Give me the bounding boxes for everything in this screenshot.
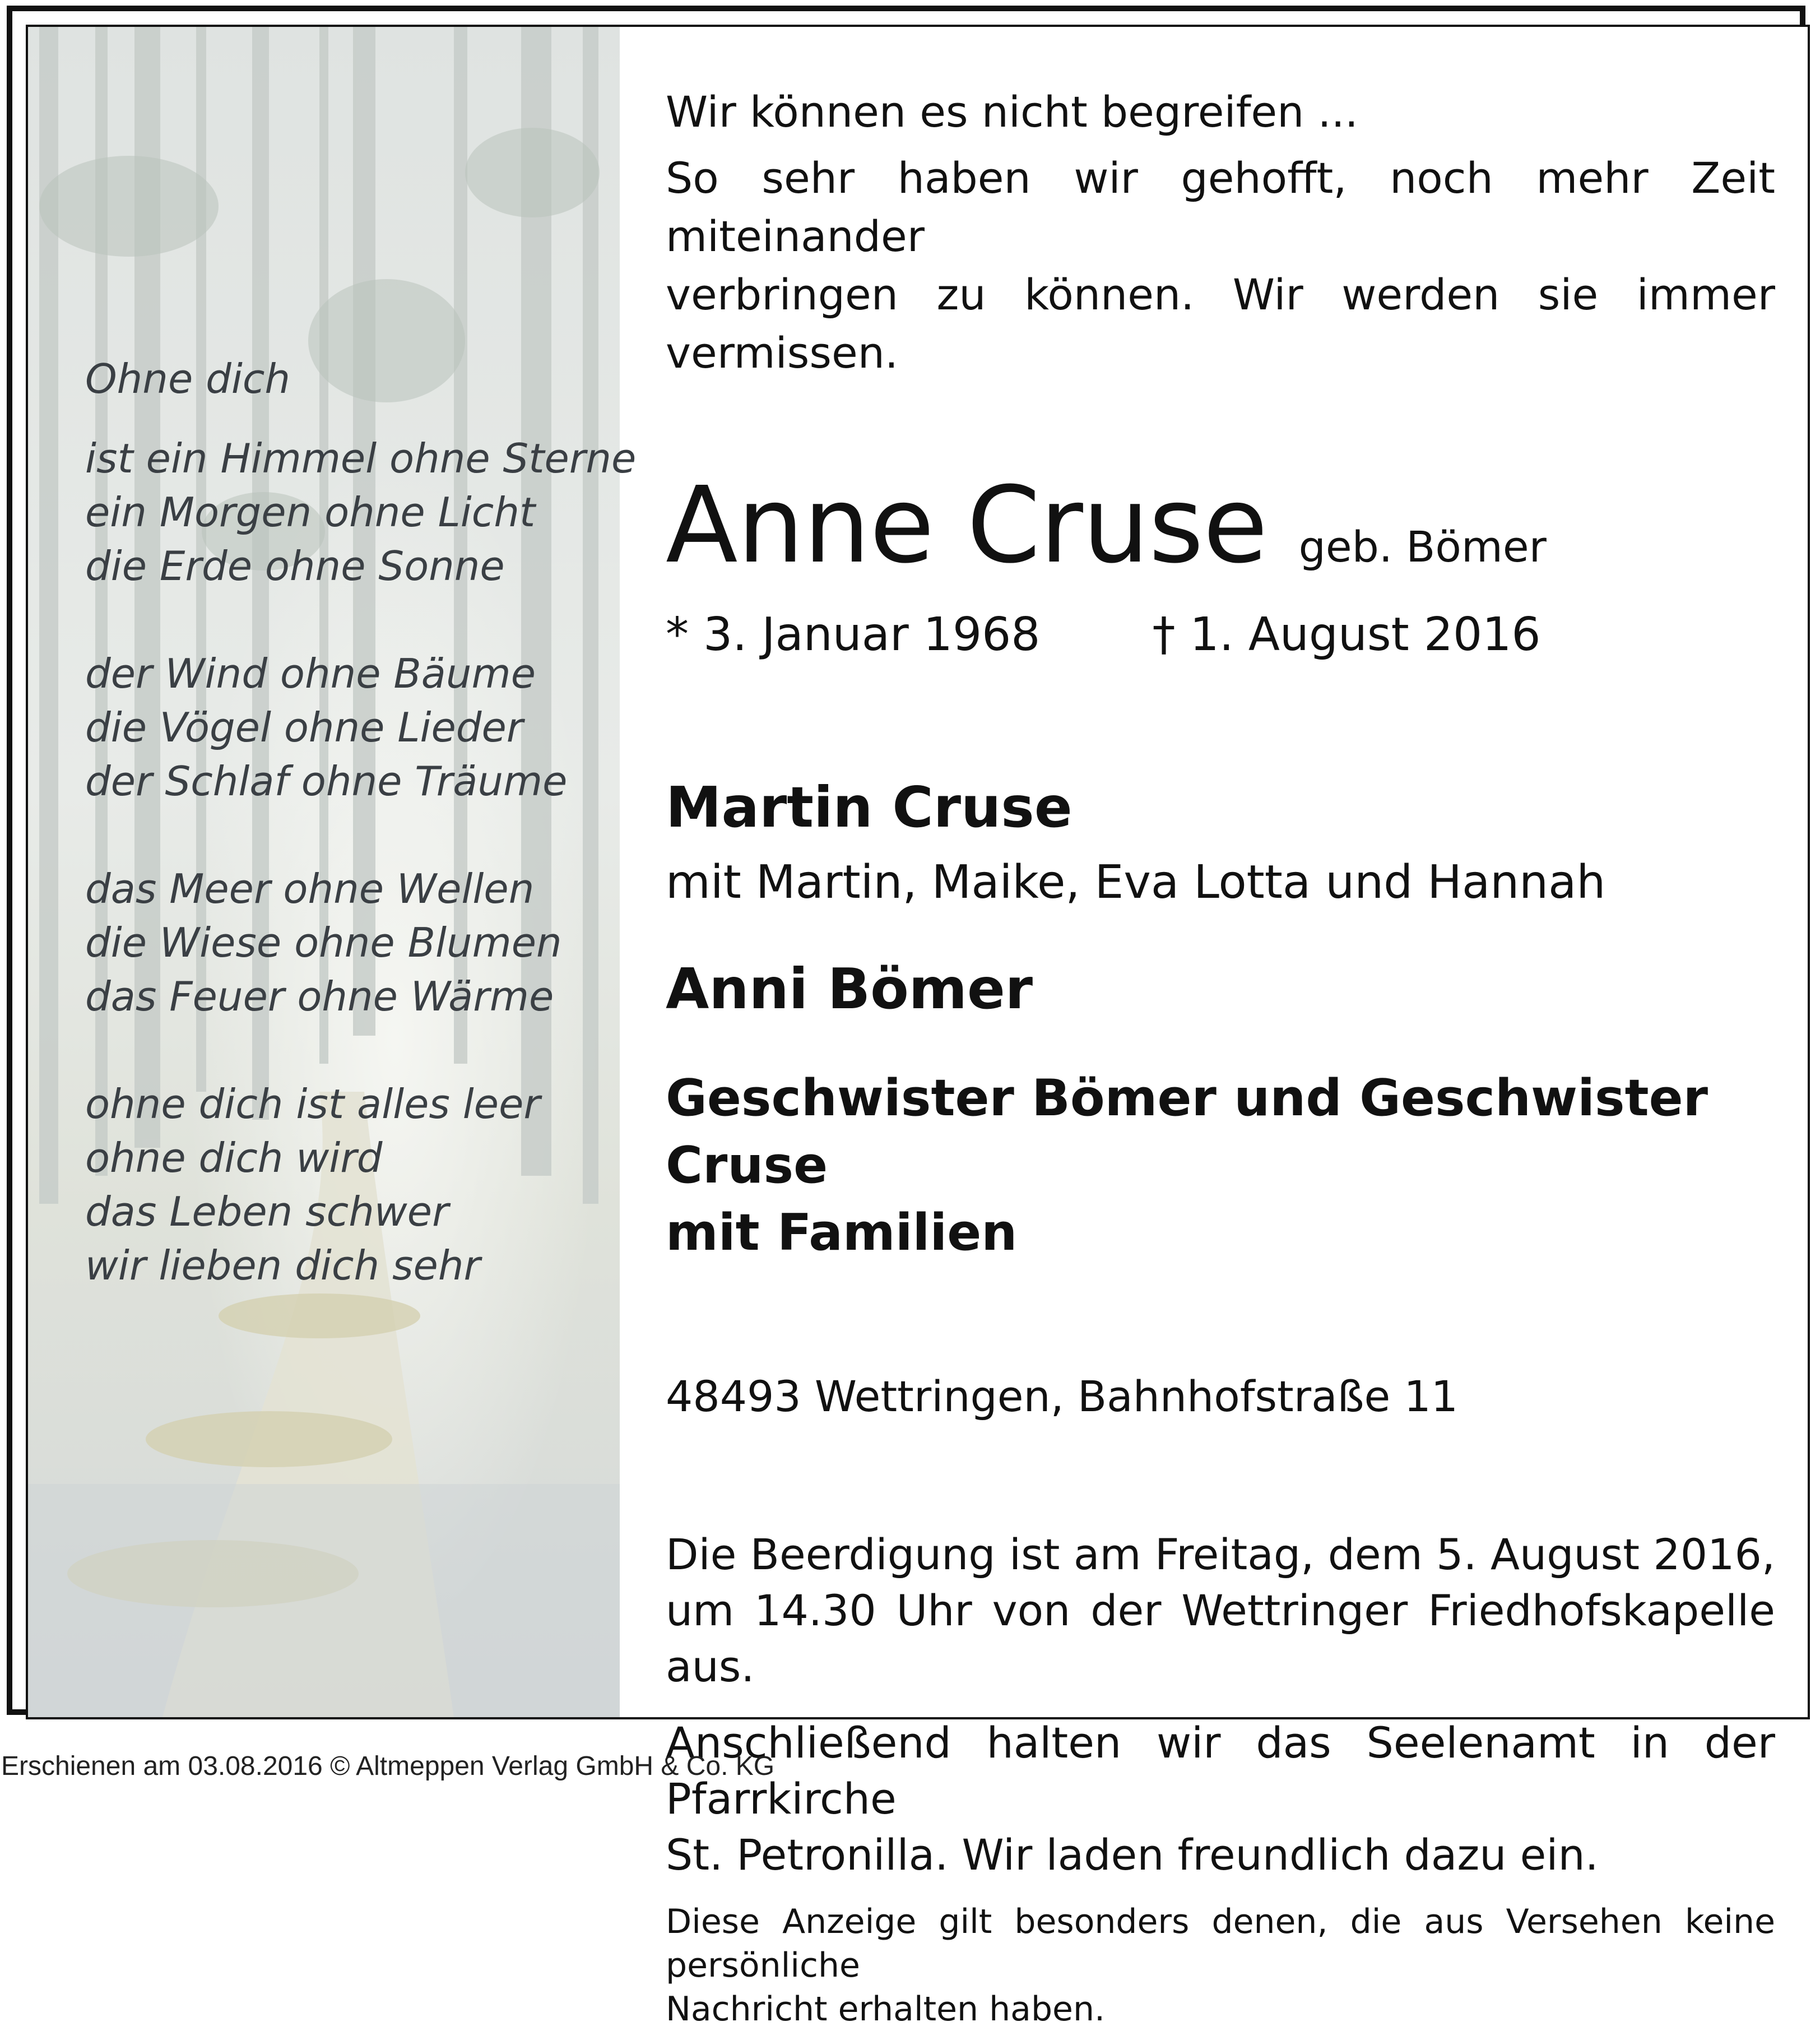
poem-line: die Erde ohne Sonne — [85, 542, 505, 590]
poem-stanza — [85, 432, 637, 593]
poem-stanza — [85, 647, 606, 808]
publication-footer: Erschienen am 03.08.2016 © Altmeppen Verlag GmbH & Co. KG — [1, 1751, 775, 1781]
poem-line: wir lieben dich sehr — [85, 1242, 481, 1289]
poem-title: Ohne dich — [85, 355, 291, 402]
poem-line: ohne dich wird — [85, 1134, 383, 1181]
mourner-siblings-line: Geschwister Bömer und Geschwister Cruse — [666, 1069, 1708, 1195]
poem-line: das Meer ohne Wellen — [85, 865, 535, 912]
mourner-siblings-line: mit Familien — [666, 1203, 1018, 1262]
mourner-name: Anni Bömer — [666, 956, 1033, 1022]
note-line: Nachricht erhalten haben. — [666, 1990, 1106, 2029]
birth-date: * 3. Januar 1968 — [666, 608, 1041, 661]
poem-line: das Leben schwer — [85, 1188, 449, 1235]
life-dates — [666, 604, 1775, 666]
mourner-address: 48493 Wettringen, Bahnhofstraße 11 — [666, 1371, 1459, 1421]
mourner-siblings — [666, 1065, 1775, 1267]
poem-line: die Vögel ohne Lieder — [85, 704, 523, 751]
death-date: † 1. August 2016 — [1152, 608, 1541, 661]
notice-note — [666, 1900, 1775, 2031]
poem-line: ein Morgen ohne Licht — [85, 489, 536, 536]
poem-line: der Schlaf ohne Träume — [85, 758, 568, 805]
deceased-name: Anne Cruse — [666, 464, 1268, 587]
requiem-line: St. Petronilla. Wir laden freundlich dazu ein. — [666, 1830, 1599, 1880]
funeral-line: Die Beerdigung ist am Freitag, dem 5. August 2016, — [666, 1529, 1775, 1579]
poem-stanza — [85, 862, 606, 1023]
intro-line: Wir können es nicht begreifen ... — [666, 87, 1358, 137]
intro-line: verbringen zu können. Wir werden sie immer vermissen. — [666, 270, 1775, 378]
intro-line: So sehr haben wir gehofft, noch mehr Zeit miteinander — [666, 153, 1775, 261]
intro-text — [666, 83, 1775, 382]
notice-content — [666, 83, 1775, 2031]
poem-line: das Feuer ohne Wärme — [85, 973, 554, 1020]
poem-line: ohne dich ist alles leer — [85, 1081, 540, 1128]
mourner-name: Martin Cruse — [666, 775, 1072, 840]
note-line: Diese Anzeige gilt besonders denen, die aus Versehen keine persönliche — [666, 1902, 1775, 1985]
requiem-line: Anschließend halten wir das Seelenamt in der Pfarrkirche — [666, 1718, 1775, 1824]
requiem-info — [666, 1715, 1775, 1883]
birth-name: geb. Bömer — [1298, 522, 1547, 572]
poem-line: ist ein Himmel ohne Sterne — [85, 435, 637, 482]
mourner-family: mit Martin, Maike, Eva Lotta und Hannah — [666, 856, 1606, 909]
poem-line: der Wind ohne Bäume — [85, 650, 536, 697]
poem-stanza — [85, 1077, 606, 1292]
deceased-heading — [666, 464, 1775, 587]
funeral-info — [666, 1527, 1775, 1695]
funeral-line: um 14.30 Uhr von der Wettringer Friedhofskapelle aus. — [666, 1585, 1775, 1691]
poem — [85, 352, 637, 1292]
poem-line: die Wiese ohne Blumen — [85, 919, 562, 966]
